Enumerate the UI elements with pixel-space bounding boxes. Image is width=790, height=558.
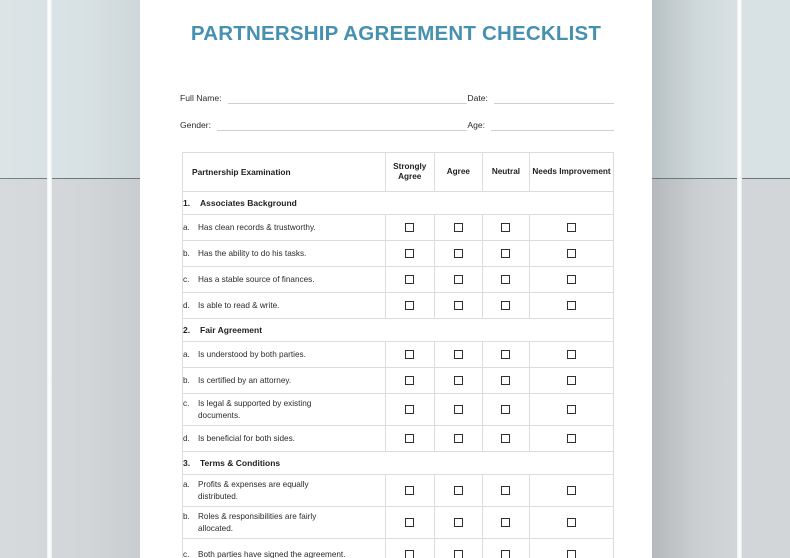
checkbox-cell-agree[interactable] (434, 475, 482, 507)
checkbox-agree[interactable] (454, 518, 463, 527)
checkbox-cell-needs-improvement[interactable] (530, 241, 614, 267)
checkbox-neutral[interactable] (501, 518, 510, 527)
item-letter: b. (183, 512, 190, 521)
backdrop-seam-left (47, 0, 52, 558)
section-number: 2. (183, 325, 191, 335)
checkbox-agree[interactable] (454, 249, 463, 258)
checkbox-cell-agree[interactable] (434, 539, 482, 558)
checkbox-agree[interactable] (454, 405, 463, 414)
identity-fields (140, 92, 652, 131)
checkbox-agree[interactable] (454, 434, 463, 443)
item-text: Has the ability to do his tasks. (198, 248, 307, 258)
table-row (183, 507, 614, 539)
checkbox-strongly-agree[interactable] (405, 434, 414, 443)
item-cell (183, 241, 386, 267)
checklist-table-wrap (182, 152, 614, 558)
item-text: Has a stable source of finances. (198, 274, 315, 284)
checkbox-cell-strongly-agree[interactable] (385, 507, 434, 539)
item-cell (183, 293, 386, 319)
checkbox-neutral[interactable] (501, 376, 510, 385)
checklist-table (182, 152, 614, 558)
checkbox-cell-needs-improvement[interactable] (530, 368, 614, 394)
table-row (183, 475, 614, 507)
checkbox-strongly-agree[interactable] (405, 518, 414, 527)
document-sheet (140, 0, 652, 558)
checkbox-cell-neutral[interactable] (482, 215, 529, 241)
checkbox-cell-needs-improvement[interactable] (530, 539, 614, 558)
item-cell (183, 342, 386, 368)
date-label: Date: (467, 93, 488, 103)
checkbox-cell-needs-improvement[interactable] (530, 215, 614, 241)
section-number: 3. (183, 458, 191, 468)
checkbox-cell-agree[interactable] (434, 342, 482, 368)
checkbox-cell-strongly-agree[interactable] (385, 475, 434, 507)
checkbox-cell-needs-improvement[interactable] (530, 342, 614, 368)
checkbox-cell-agree[interactable] (434, 267, 482, 293)
checkbox-neutral[interactable] (501, 434, 510, 443)
checkbox-neutral[interactable] (501, 275, 510, 284)
checkbox-cell-neutral[interactable] (482, 475, 529, 507)
page-title: PARTNERSHIP AGREEMENT CHECKLIST (190, 22, 602, 45)
item-letter: d. (183, 433, 190, 443)
column-header-neutral: Neutral (482, 153, 529, 192)
column-header-agree: Agree (434, 153, 482, 192)
column-header-examination: Partnership Examination (183, 153, 386, 192)
item-letter: b. (183, 248, 190, 258)
field-row-gender-age (180, 119, 614, 131)
column-header-strongly-agree: Strongly Agree (385, 153, 434, 192)
item-letter: a. (183, 349, 190, 359)
checkbox-neutral[interactable] (501, 223, 510, 232)
table-row (183, 293, 614, 319)
table-row (183, 267, 614, 293)
checkbox-cell-neutral[interactable] (482, 539, 529, 558)
table-row (183, 539, 614, 558)
checkbox-neutral[interactable] (501, 550, 510, 558)
section-title (183, 192, 614, 215)
table-row (183, 426, 614, 452)
checkbox-needs-improvement[interactable] (567, 275, 576, 284)
checkbox-cell-neutral[interactable] (482, 507, 529, 539)
table-row (183, 215, 614, 241)
table-row (183, 241, 614, 267)
field-group-date (467, 92, 614, 104)
checkbox-cell-strongly-agree[interactable] (385, 293, 434, 319)
item-text: Is certified by an attorney. (198, 375, 292, 385)
age-input[interactable] (491, 119, 614, 131)
checkbox-neutral[interactable] (501, 249, 510, 258)
checkbox-strongly-agree[interactable] (405, 275, 414, 284)
item-letter: c. (183, 274, 190, 284)
checkbox-needs-improvement[interactable] (567, 550, 576, 558)
checkbox-cell-strongly-agree[interactable] (385, 426, 434, 452)
age-label: Age: (467, 120, 486, 130)
item-text: Is understood by both parties. (198, 349, 306, 359)
checkbox-cell-neutral[interactable] (482, 394, 529, 426)
checkbox-cell-strongly-agree[interactable] (385, 267, 434, 293)
column-header-needs-improvement: Needs Improvement (530, 153, 614, 192)
section-title-text: Fair Agreement (200, 325, 263, 335)
checkbox-needs-improvement[interactable] (567, 486, 576, 495)
checkbox-cell-agree[interactable] (434, 507, 482, 539)
checkbox-agree[interactable] (454, 275, 463, 284)
item-letter: b. (183, 375, 190, 385)
checkbox-agree[interactable] (454, 350, 463, 359)
item-cell (183, 426, 386, 452)
checkbox-strongly-agree[interactable] (405, 249, 414, 258)
checkbox-cell-needs-improvement[interactable] (530, 394, 614, 426)
table-header-row (183, 153, 614, 192)
checkbox-cell-neutral[interactable] (482, 267, 529, 293)
checkbox-strongly-agree[interactable] (405, 486, 414, 495)
checkbox-cell-agree[interactable] (434, 426, 482, 452)
checkbox-needs-improvement[interactable] (567, 405, 576, 414)
item-letter: c. (183, 549, 190, 558)
checkbox-neutral[interactable] (501, 350, 510, 359)
item-cell (183, 539, 386, 558)
checkbox-strongly-agree[interactable] (405, 350, 414, 359)
section-header-row (183, 319, 614, 342)
checkbox-cell-strongly-agree[interactable] (385, 539, 434, 558)
item-cell (183, 215, 386, 241)
checkbox-strongly-agree[interactable] (405, 550, 414, 558)
checkbox-strongly-agree[interactable] (405, 405, 414, 414)
checkbox-cell-agree[interactable] (434, 293, 482, 319)
checkbox-needs-improvement[interactable] (567, 350, 576, 359)
item-text: Is beneficial for both sides. (198, 433, 295, 443)
checkbox-cell-agree[interactable] (434, 215, 482, 241)
checkbox-cell-strongly-agree[interactable] (385, 241, 434, 267)
item-letter: a. (183, 480, 190, 489)
table-row (183, 394, 614, 426)
checkbox-cell-needs-improvement[interactable] (530, 426, 614, 452)
item-cell (183, 507, 386, 539)
checkbox-cell-needs-improvement[interactable] (530, 293, 614, 319)
checkbox-strongly-agree[interactable] (405, 223, 414, 232)
checkbox-cell-strongly-agree[interactable] (385, 342, 434, 368)
checkbox-needs-improvement[interactable] (567, 249, 576, 258)
checkbox-cell-needs-improvement[interactable] (530, 267, 614, 293)
checklist-table-body (183, 192, 614, 558)
checkbox-agree[interactable] (454, 376, 463, 385)
checkbox-needs-improvement[interactable] (567, 376, 576, 385)
checkbox-cell-needs-improvement[interactable] (530, 475, 614, 507)
item-cell (183, 475, 386, 507)
backdrop-seam-right (737, 0, 742, 558)
item-letter: a. (183, 222, 190, 232)
checkbox-strongly-agree[interactable] (405, 301, 414, 310)
checkbox-cell-neutral[interactable] (482, 368, 529, 394)
checkbox-strongly-agree[interactable] (405, 376, 414, 385)
checkbox-cell-needs-improvement[interactable] (530, 507, 614, 539)
checkbox-cell-neutral[interactable] (482, 426, 529, 452)
table-row (183, 342, 614, 368)
checkbox-agree[interactable] (454, 486, 463, 495)
field-group-full-name (180, 92, 467, 104)
item-letter: d. (183, 300, 190, 310)
checkbox-needs-improvement[interactable] (567, 518, 576, 527)
checkbox-cell-agree[interactable] (434, 368, 482, 394)
checkbox-neutral[interactable] (501, 405, 510, 414)
checkbox-agree[interactable] (454, 550, 463, 558)
full-name-label: Full Name: (180, 93, 222, 103)
checkbox-cell-strongly-agree[interactable] (385, 215, 434, 241)
section-header-row (183, 452, 614, 475)
checkbox-agree[interactable] (454, 223, 463, 232)
full-name-input[interactable] (228, 92, 468, 104)
gender-label: Gender: (180, 120, 212, 130)
date-input[interactable] (494, 92, 614, 104)
section-title-text: Terms & Conditions (200, 458, 281, 468)
checkbox-neutral[interactable] (501, 486, 510, 495)
item-cell (183, 394, 386, 426)
item-text: Profits & expenses are equally distributed. (198, 480, 309, 501)
section-number: 1. (183, 198, 191, 208)
checkbox-needs-improvement[interactable] (567, 434, 576, 443)
table-row (183, 368, 614, 394)
item-text: Is legal & supported by existing documents. (198, 399, 312, 420)
item-text: Roles & responsibilities are fairly allocated. (198, 512, 317, 533)
item-text: Both parties have signed the agreement. (198, 549, 346, 558)
item-text: Is able to read & write. (198, 300, 280, 310)
checkbox-cell-agree[interactable] (434, 394, 482, 426)
item-cell (183, 267, 386, 293)
item-cell (183, 368, 386, 394)
checkbox-cell-neutral[interactable] (482, 293, 529, 319)
checkbox-agree[interactable] (454, 301, 463, 310)
section-header-row (183, 192, 614, 215)
section-title (183, 452, 614, 475)
gender-input[interactable] (217, 119, 467, 131)
checkbox-needs-improvement[interactable] (567, 301, 576, 310)
field-group-age (467, 119, 614, 131)
checkbox-cell-agree[interactable] (434, 241, 482, 267)
checkbox-cell-strongly-agree[interactable] (385, 368, 434, 394)
checkbox-neutral[interactable] (501, 301, 510, 310)
section-title-text: Associates Background (200, 198, 297, 208)
checkbox-needs-improvement[interactable] (567, 223, 576, 232)
item-letter: c. (183, 399, 190, 408)
item-text: Has clean records & trustworthy. (198, 222, 316, 232)
field-group-gender (180, 119, 467, 131)
section-title (183, 319, 614, 342)
checkbox-cell-neutral[interactable] (482, 342, 529, 368)
field-row-name-date (180, 92, 614, 104)
checklist-table-head (183, 153, 614, 192)
checkbox-cell-strongly-agree[interactable] (385, 394, 434, 426)
checkbox-cell-neutral[interactable] (482, 241, 529, 267)
